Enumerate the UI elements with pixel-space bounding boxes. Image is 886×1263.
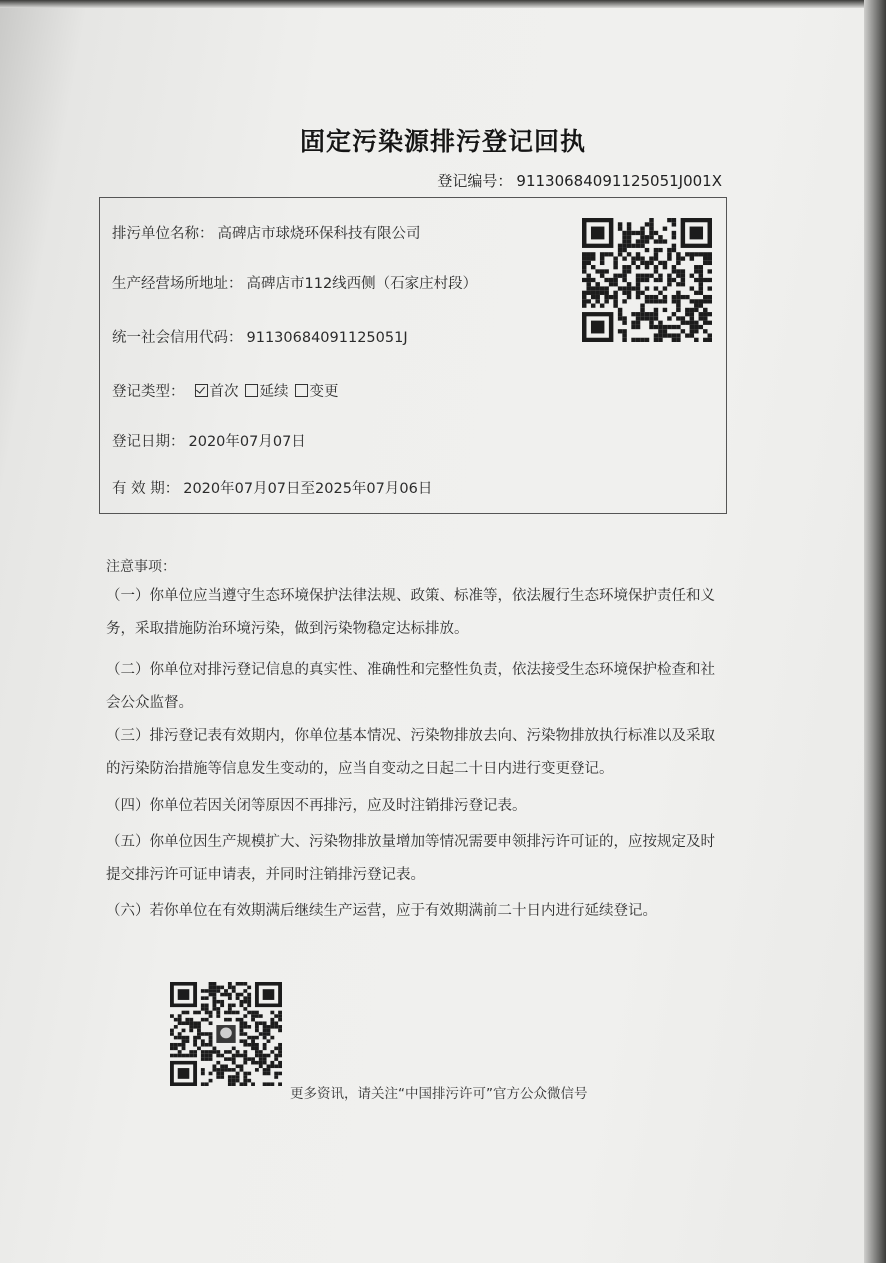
- validity-field: [112, 477, 432, 498]
- paper-edge-top: [0, 0, 886, 8]
- reg-type-field: [112, 380, 339, 401]
- page-title: 固定污染源排污登记回执: [299, 127, 586, 156]
- reg-type-renew-checkbox[interactable]: [245, 384, 258, 397]
- registration-number-label: 登记编号：: [437, 172, 513, 190]
- note-item-4: （四）你单位若因关闭等原因不再排污，应及时注销排污登记表。: [106, 798, 527, 814]
- note-item-2: （二）你单位对排污登记信息的真实性、准确性和完整性负责，依法接受生态环境保护检查和社会公众监督。: [106, 662, 715, 711]
- address-field: [112, 272, 477, 293]
- qr-code-icon[interactable]: [582, 218, 712, 342]
- note-item-6: （六）若你单位在有效期满后继续生产运营，应于有效期满前二十日内进行延续登记。: [106, 903, 657, 919]
- reg-type-label: 登记类型：: [112, 384, 185, 400]
- unit-name-value: 高碑店市球烧环保科技有限公司: [217, 226, 421, 242]
- reg-type-change-label: 变更: [309, 384, 339, 400]
- validity-label: 有 效 期：: [112, 481, 180, 497]
- paper-edge-right: [864, 0, 886, 1263]
- credit-code-value: 91130684091125051J: [246, 330, 408, 346]
- unit-name-field: [112, 222, 421, 243]
- reg-date-label: 登记日期：: [112, 434, 185, 450]
- unit-name-label: 排污单位名称：: [112, 226, 214, 242]
- wechat-qr-code-icon[interactable]: [170, 982, 282, 1086]
- reg-date-value: 2020年07月07日: [188, 434, 306, 450]
- registration-number: [437, 170, 722, 191]
- address-label: 生产经营场所地址：: [112, 276, 243, 292]
- credit-code-field: [112, 326, 408, 347]
- notes-heading: 注意事项：: [106, 559, 176, 575]
- note-item-1: （一）你单位应当遵守生态环境保护法律法规、政策、标准等，依法履行生态环境保护责任和义务，采取措施防治环境污染，做到污染物稳定达标排放。: [106, 588, 715, 637]
- address-value: 高碑店市112线西侧（石家庄村段）: [246, 276, 478, 292]
- footer-text: 更多资讯，请关注“中国排污许可”官方公众微信号: [290, 1086, 588, 1102]
- reg-date-field: [112, 430, 306, 451]
- note-item-5: （五）你单位因生产规模扩大、污染物排放量增加等情况需要申领排污许可证的，应按规定及时提交排污许可证申请表，并同时注销排污登记表。: [106, 834, 715, 883]
- validity-value: 2020年07月07日至2025年07月06日: [183, 481, 433, 497]
- registration-number-value: 91130684091125051J001X: [516, 172, 722, 190]
- note-item-3: （三）排污登记表有效期内，你单位基本情况、污染物排放去向、污染物排放执行标准以及采取的污染防治措施等信息发生变动的，应当自变动之日起二十日内进行变更登记。: [106, 728, 715, 777]
- reg-type-renew-label: 延续: [259, 384, 289, 400]
- reg-type-first-checkbox[interactable]: [195, 384, 208, 397]
- credit-code-label: 统一社会信用代码：: [112, 330, 243, 346]
- reg-type-change-checkbox[interactable]: [295, 384, 308, 397]
- reg-type-first-label: 首次: [209, 384, 239, 400]
